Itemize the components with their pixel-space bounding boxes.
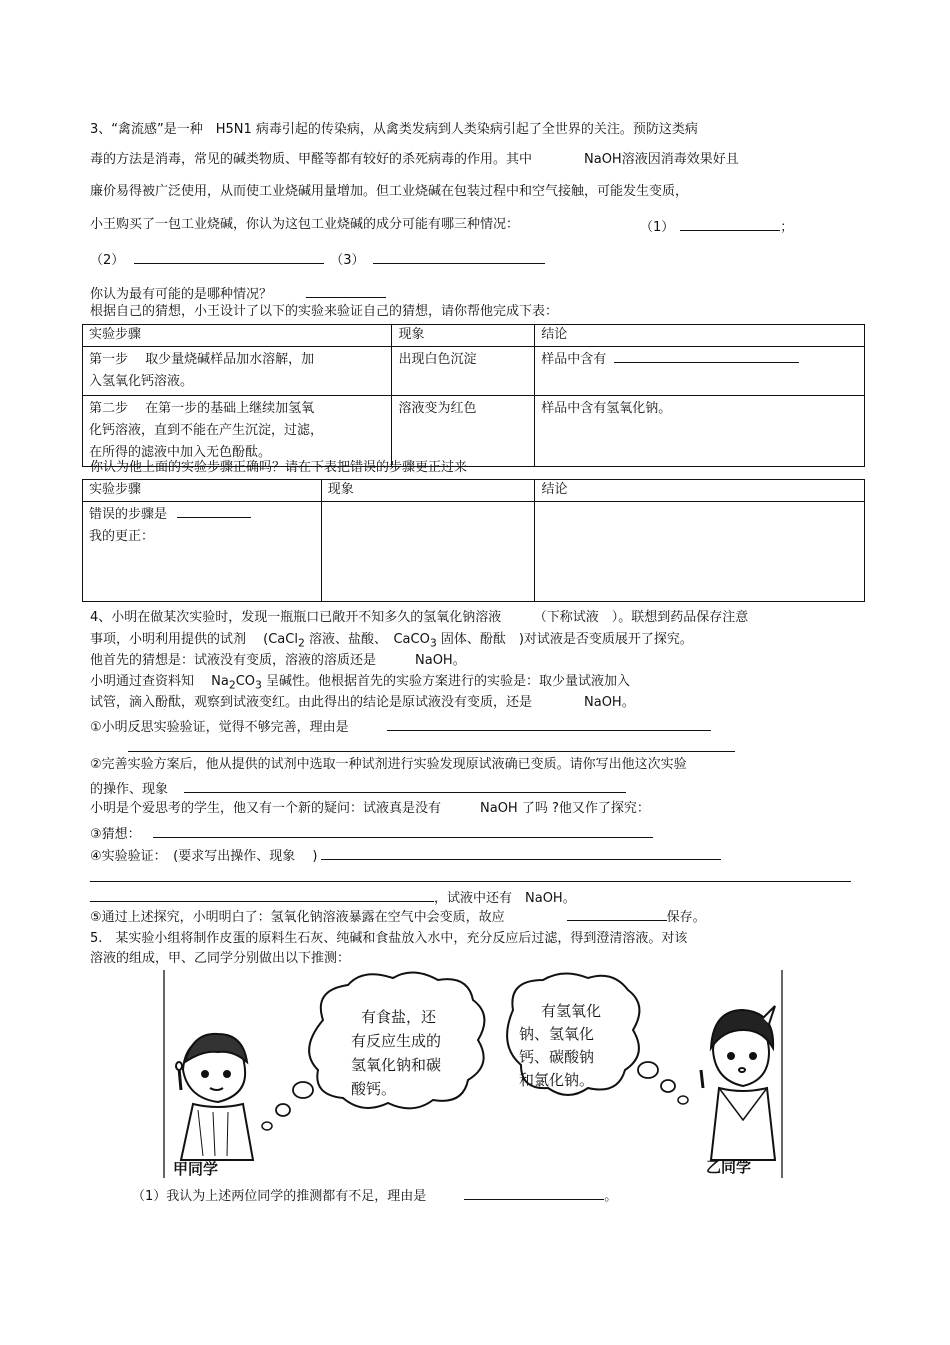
option-2-label: （2）	[90, 253, 125, 268]
table-header-row	[83, 325, 865, 347]
q4-l2a: 事项，小明利用提供的试剂 (CaCl	[90, 632, 298, 647]
illustration-svg	[163, 970, 783, 1178]
q4-line-6	[90, 717, 711, 736]
q3-line-7: 根据自己的猜想，小王设计了以下的实验来验证自己的猜想，请你帮他完成下表：	[90, 304, 559, 319]
q3-question-most-likely: 你认为最有可能的是哪种情况？	[90, 287, 273, 302]
q4-line-10: 小明是个爱思考的学生，他又有一个新的疑问：试液真是没有 NaOH 了吗 ?他又作了探究：	[90, 801, 650, 816]
answer-blank-2[interactable]	[134, 250, 324, 264]
q4-storage-text: ⑤通过上述探究，小明明白了：氢氧化钠溶液暴露在空气中会变质，故应	[90, 910, 505, 925]
answer-blank-q5-reason[interactable]	[464, 1186, 604, 1200]
q5-reason-text: （1）我认为上述两位同学的推测都有不足，理由是	[132, 1189, 427, 1204]
boy-figure	[176, 1034, 253, 1160]
q4-reason-label: ①小明反思实验验证，觉得不够完善，理由是	[90, 720, 349, 735]
answer-blank-storage[interactable]	[567, 907, 667, 921]
q4-line-5: 试管，滴入酚酞，观察到试液变红。由此得出的结论是原试液没有变质，还是 NaOH。	[90, 695, 635, 710]
correction-conclusion-cell[interactable]	[535, 502, 865, 602]
header-phenomenon: 现象	[392, 325, 535, 347]
q5-line-1: 5. 某实验小组将制作皮蛋的原料生石灰、纯碱和食盐放入水中，充分反应后过滤，得到澄清溶液。对该	[90, 931, 688, 946]
step-1-text-a: 第一步 取少量烧碱样品加水溶解，加	[89, 352, 315, 367]
bubble-right-line: 有氢氧化	[541, 1002, 602, 1020]
bubble-left-line: 酸钙。	[351, 1080, 397, 1098]
answer-blank-verify-3[interactable]	[90, 888, 434, 902]
q4-line-12	[90, 846, 721, 865]
q4-line-14	[90, 888, 576, 907]
step-1-cell	[83, 347, 392, 396]
q5-line-2: 溶液的组成，甲、乙同学分别做出以下推测：	[90, 951, 351, 966]
label-student-jia: 甲同学	[173, 1160, 219, 1178]
answer-blank-operation[interactable]	[184, 779, 626, 793]
q3-option-1	[640, 217, 793, 236]
table-row	[83, 396, 865, 467]
experiment-table-1	[82, 324, 865, 467]
q5-line-3	[132, 1186, 617, 1205]
q3-line-8: 你认为他上面的实验步骤正确吗？请在下表把错误的步骤更正过来	[90, 460, 468, 475]
answer-blank-conclusion[interactable]	[614, 349, 799, 363]
q4-hypothesis-label: ③猜想：	[90, 827, 141, 842]
wrong-step-line	[89, 504, 315, 526]
q5-end: 。	[604, 1189, 618, 1204]
students-illustration	[163, 970, 783, 1178]
answer-blank-reason-2[interactable]	[128, 738, 735, 752]
header-conclusion: 结论	[535, 325, 865, 347]
correction-table	[82, 479, 865, 602]
answer-blank-reason[interactable]	[387, 717, 711, 731]
q4-l2b: 溶液、盐酸、 CaCO	[304, 632, 430, 647]
q4-line-1: 4、小明在做某次实验时，发现一瓶瓶口已敞开不知多久的氢氧化钠溶液 （下称试液 ）。联想到药品保存注意	[90, 610, 749, 625]
option-3-label: （3）	[330, 253, 365, 268]
q3-line-3: 廉价易得被广泛使用，从而使工业烧碱用量增加。但工业烧碱在包装过程中和空气接触，可能发生变质，	[90, 184, 689, 199]
q4-l2c: 固体、酚酞 )对试液是否变质展开了探究。	[436, 632, 693, 647]
q4-line-3: 他首先的猜想是：试液没有变质，溶液的溶质还是 NaOH。	[90, 653, 466, 668]
header-conclusion: 结论	[535, 480, 865, 502]
label-student-yi: 乙同学	[706, 1158, 752, 1176]
q4-line-11	[90, 824, 653, 843]
phenomenon-2: 溶液变为红色	[392, 396, 535, 467]
bubble-right-line: 和氯化钠。	[519, 1071, 595, 1089]
q4-storage-end: 保存。	[666, 910, 706, 925]
q3-options-2-3	[90, 250, 545, 269]
q3-line-1: 3、“禽流感”是一种 H5N1 病毒引起的传染病，从禽类发病到人类染病引起了全世界的关注。预防这类病	[90, 122, 698, 137]
my-correction-label: 我的更正：	[89, 529, 155, 544]
conclusion-1-text: 样品中含有	[541, 352, 607, 367]
bubble-left-line: 有反应生成的	[351, 1032, 442, 1050]
q4-l4a: 小明通过查资料知 Na	[90, 674, 229, 689]
answer-blank-likely[interactable]	[306, 284, 386, 298]
table-row	[83, 502, 865, 602]
q4-l4sub2: 3	[255, 678, 262, 692]
answer-blank-3[interactable]	[373, 250, 545, 264]
q4-operation-label: 的操作、现象	[90, 782, 169, 797]
step-2-text-b: 化钙溶液，直到不能在产生沉淀，过滤，	[89, 423, 324, 438]
q4-line-2	[90, 632, 693, 652]
table-row	[83, 347, 865, 396]
step-2-cell	[83, 396, 392, 467]
option-1-label: （1）	[640, 220, 675, 235]
correction-phenomenon-cell[interactable]	[321, 502, 535, 602]
step-2-text-c: 在所得的滤液中加入无色酚酞。	[89, 445, 272, 460]
q3-line-2: 毒的方法是消毒，常见的碱类物质、甲醛等都有较好的杀死病毒的作用。其中 NaOH溶液因消毒效果好且	[90, 152, 739, 167]
q4-l4c: 呈碱性。他根据首先的实验方案进行的实验是：取少量试液加入	[261, 674, 631, 689]
q3-line-6	[90, 284, 386, 303]
q4-l2sub2: 3	[429, 636, 437, 650]
bubble-right-line: 钙、碳酸钠	[519, 1048, 595, 1066]
q4-conclusion-text: ，试液中还有 NaOH。	[434, 891, 576, 906]
bubble-right-text	[519, 1000, 619, 1092]
q4-line-15	[90, 907, 706, 926]
bubble-left-line: 有食盐，还	[361, 1008, 437, 1026]
table-header-row	[83, 480, 865, 502]
correction-step-cell[interactable]	[83, 502, 322, 602]
q4-line-9	[90, 779, 626, 798]
option-1-end: ；	[780, 220, 794, 235]
q4-l4sub: 2	[228, 678, 236, 692]
header-phenomenon: 现象	[321, 480, 535, 502]
q4-line-4	[90, 674, 630, 694]
q4-l2sub: 2	[297, 636, 305, 650]
header-step: 实验步骤	[83, 325, 392, 347]
bubble-left-line: 氢氧化钠和碳	[351, 1056, 442, 1074]
step-1-text-b: 入氢氧化钙溶液。	[89, 374, 194, 389]
girl-figure	[701, 1006, 775, 1160]
step-2-text-a: 第二步 在第一步的基础上继续加氢氧	[89, 401, 315, 416]
answer-blank-verify[interactable]	[321, 846, 721, 860]
conclusion-1	[535, 347, 865, 396]
header-step: 实验步骤	[83, 480, 322, 502]
answer-blank-1[interactable]	[680, 217, 780, 231]
wrong-step-label: 错误的步骤是	[89, 507, 168, 522]
answer-blank-hypothesis[interactable]	[153, 824, 653, 838]
q4-line-8: ②完善实验方案后，他从提供的试剂中选取一种试剂进行实验发现原试液确已变质。请你写出他这次实验	[90, 757, 687, 772]
q3-line-4: 小王购买了一包工业烧碱，你认为这包工业烧碱的成分可能有哪三种情况：	[90, 217, 520, 232]
phenomenon-1: 出现白色沉淀	[392, 347, 535, 396]
answer-blank-verify-2[interactable]	[90, 868, 851, 882]
answer-blank-wrong-step[interactable]	[177, 504, 251, 518]
bubble-left-text	[351, 1005, 461, 1101]
conclusion-2: 样品中含有氢氧化钠。	[535, 396, 865, 467]
q4-l4b: CO	[235, 674, 256, 689]
q4-verify-label: ④实验验证： (要求写出操作、现象 )	[90, 849, 318, 864]
bubble-right-line: 钠、氢氧化	[519, 1025, 595, 1043]
